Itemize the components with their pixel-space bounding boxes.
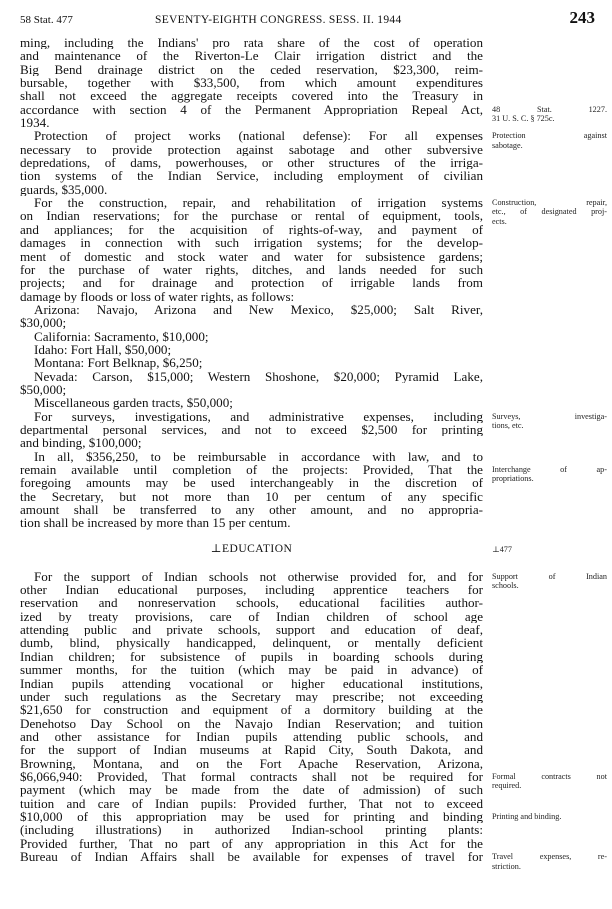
text-line: Idaho: Fort Hall, $50,000; xyxy=(34,342,172,357)
text-line: necessary to provide protection against sabotage and other subversive xyxy=(20,142,483,157)
body-text xyxy=(20,36,483,863)
text-line: tion systems of the Indian Service, including employment of civilian xyxy=(20,169,483,183)
margin-note-line: etc., of designated proj- xyxy=(492,207,607,217)
text-line: and other assistance for Indian pupils attending public schools, and xyxy=(20,729,483,744)
text-line: damage by floods or loss of water rights, as follows: xyxy=(20,289,295,303)
margin-note xyxy=(492,412,607,430)
text-line: (including illustrations) in authorized Indian-school printing plants: xyxy=(20,823,483,837)
text-line: damages in connection with such irrigation systems; for the develop- xyxy=(20,236,483,250)
text-line: depredations, of dams, powerhouses, or other structures of the irriga- xyxy=(20,156,483,170)
text-line: summer months, for the tuition (which may be paid in advance) of xyxy=(20,663,483,677)
text-line: Arizona: Navajo, Arizona and New Mexico, $25,000; Salt River, xyxy=(34,302,483,317)
margin-note-line: ects. xyxy=(492,216,507,226)
text-line: California: Sacramento, $10,000; xyxy=(34,329,209,343)
text-line: Indian pupils attending vocational or higher educational institutions, xyxy=(20,676,483,690)
margin-note-line: 48 Stat. 1227. xyxy=(492,104,607,114)
text-line: Provided further, That no part of any appropriation in this Act for the xyxy=(20,836,483,850)
text-line: and binding, $100,000; xyxy=(20,436,142,450)
text-line: other Indian educational purposes, including apprentice teachers for xyxy=(20,583,483,597)
margin-note xyxy=(492,105,607,123)
margin-note-line: required. xyxy=(492,781,522,791)
section-heading: ⊥EDUCATION xyxy=(210,543,293,556)
statute-citation: 58 Stat. 477 xyxy=(20,14,73,26)
margin-note xyxy=(492,572,607,590)
text-line: For surveys, investigations, and administrative expenses, including xyxy=(34,409,483,423)
margin-note-line: schools. xyxy=(492,581,519,591)
text-line: ized by treaty provisions, care of Indian children of school age xyxy=(20,609,483,624)
margin-note-line: sabotage. xyxy=(492,140,523,150)
margin-note xyxy=(492,465,607,483)
text-line: tuition and care of Indian pupils: Provided further, That not to exceed xyxy=(20,796,483,810)
text-line: $50,000; xyxy=(20,382,67,397)
margin-note-line: Support of Indian xyxy=(492,572,607,581)
margin-note-line: Interchange of ap- xyxy=(492,465,607,475)
text-line: reservation and nonreservation schools, educational facilities author- xyxy=(20,596,483,610)
text-line: For the support of Indian schools not otherwise provided for, and for xyxy=(34,569,483,584)
text-line: Bureau of Indian Affairs shall be available for expenses of travel for xyxy=(20,849,483,864)
text-line: $21,650 for construction and equipment of a dormitory building at the xyxy=(20,703,483,717)
margin-note-line: 31 U. S. C. § 725c. xyxy=(492,113,555,123)
page-number: 243 xyxy=(569,8,595,27)
text-line: Denehotso Day School on the Navajo Indian Reservation; and tuition xyxy=(20,716,483,730)
text-line: bursable, together with $33,500, from which amount expenditures xyxy=(20,76,483,90)
text-line: dumb, blind, physically handicapped, delinquent, or mentally deficient xyxy=(20,636,483,650)
text-line: tion shall be increased by more than 15 per centum. xyxy=(20,516,291,530)
text-line: Protection of project works (national defense): For all expenses xyxy=(34,129,483,143)
text-line: guards, $35,000. xyxy=(20,182,108,197)
text-line: for the support of Indian museums at Rapid City, South Dakota, and xyxy=(20,743,483,757)
text-line: Nevada: Carson, $15,000; Western Shoshone, $20,000; Pyramid Lake, xyxy=(34,369,483,383)
text-line: Miscellaneous garden tracts, $50,000; xyxy=(34,396,233,410)
margin-note xyxy=(492,131,607,149)
text-line: For the construction, repair, and rehabilitation of irrigation systems xyxy=(34,196,483,210)
text-line: on Indian reservations; for the purchase or rental of equipment, tools, xyxy=(20,209,483,223)
text-line: Big Bend drainage district on the ceded reservation, $23,300, reim- xyxy=(20,62,483,77)
text-line: departmental personal services, and not to exceed $2,500 for printing xyxy=(20,422,483,437)
text-line: accordance with section 4 of the Permanent Appropriation Repeal Act, xyxy=(20,102,483,117)
margin-note xyxy=(492,852,607,870)
margin-note xyxy=(492,198,607,226)
text-line: Browning, Montana, and on the Fort Apache Reservation, Arizona, xyxy=(20,756,483,770)
margin-note-line: Protection against xyxy=(492,131,607,141)
margin-note-line: tions, etc. xyxy=(492,421,524,430)
page-header xyxy=(20,8,595,30)
text-line: ment of domestic and stock water and water for subsistence gardens; xyxy=(20,249,483,263)
text-line: Montana: Fort Belknap, $6,250; xyxy=(34,356,203,370)
margin-note-line: ⊥477 xyxy=(492,545,512,555)
margin-note xyxy=(492,812,607,821)
text-line: ming, including the Indians' pro rata share of the cost of operation xyxy=(20,36,483,50)
text-line: $30,000; xyxy=(20,316,67,330)
margin-note-line: Travel expenses, re- xyxy=(492,852,607,862)
text-line: for the purchase of water rights, ditches, and lands needed for such xyxy=(20,262,483,277)
margin-note-line: striction. xyxy=(492,861,521,871)
margin-note xyxy=(492,772,607,790)
margin-note-line: Formal contracts not xyxy=(492,772,607,782)
text-line: payment (which may be made from the date of admission) of such xyxy=(20,783,483,797)
text-line: foregoing amounts may be used interchangeably in the discretion of xyxy=(20,476,483,490)
text-line: $6,066,940: Provided, That formal contracts shall not be required for xyxy=(20,769,483,784)
margin-note-line: Construction, repair, xyxy=(492,198,607,208)
text-line: and appliances; for the acquisition of rights-of-way, and payment of xyxy=(20,222,483,237)
text-line: 1934. xyxy=(20,116,50,130)
text-line: $10,000 of this appropriation may be used for printing and binding xyxy=(20,809,483,824)
text-line: under such regulations as the Secretary may prescribe; not exceeding xyxy=(20,689,483,704)
text-line: shall not exceed the aggregate receipts covered into the Treasury in xyxy=(20,89,483,103)
text-line: projects; and for drainage and protection of irrigable lands from xyxy=(20,276,483,290)
margin-note-line: Surveys, investiga- xyxy=(492,411,607,421)
running-title: SEVENTY-EIGHTH CONGRESS. SESS. II. 1944 xyxy=(155,14,402,26)
text-line xyxy=(20,530,483,543)
text-line: remain available until completion of the projects: Provided, That the xyxy=(20,463,483,477)
text-line: In all, $356,250, to be reimbursable in accordance with law, and to xyxy=(34,449,483,463)
text-line: and maintenance of the Riverton-Le Clair irrigation district and the xyxy=(20,49,483,63)
text-line xyxy=(20,556,483,569)
margin-note-line: Printing and binding. xyxy=(492,812,562,822)
text-line: attending public and private schools, support and education of deaf, xyxy=(20,623,483,637)
text-line: the Secretary, but not more than 10 per centum of any specific xyxy=(20,489,483,504)
margin-note-line: propriations. xyxy=(492,474,534,484)
text-line: amount shall be transferred to any other amount, and no appropria- xyxy=(20,503,483,517)
text-line: Indian children; for subsistence of pupils in boarding schools during xyxy=(20,649,483,664)
margin-note xyxy=(492,545,607,554)
